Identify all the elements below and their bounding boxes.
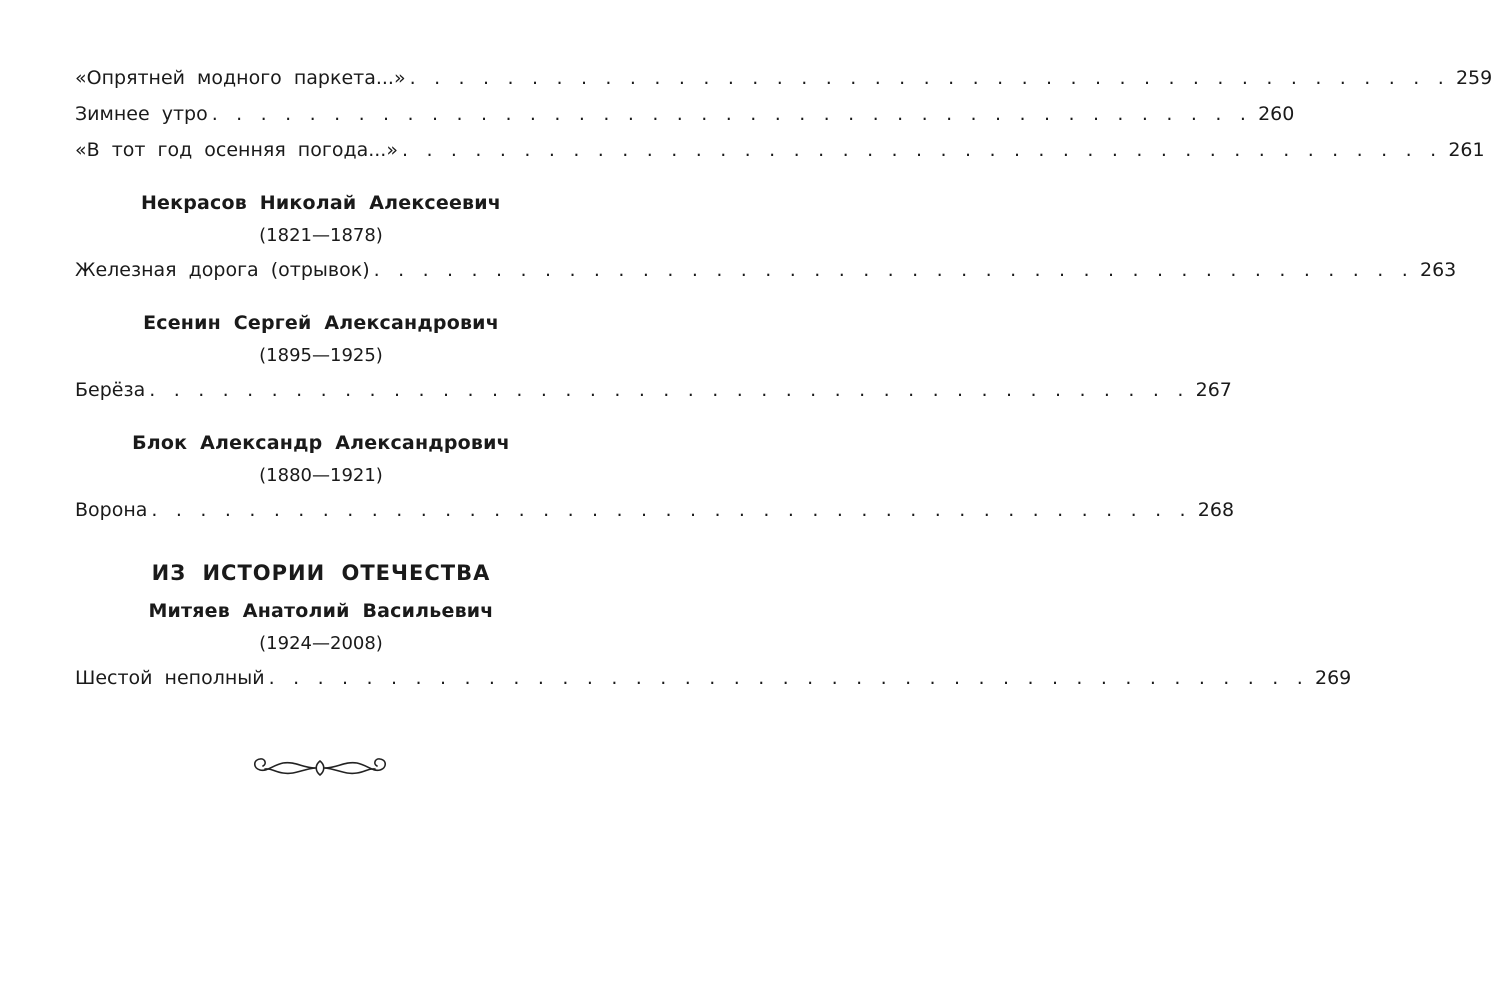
toc-entry-title: «В тот год осенняя погода...» bbox=[75, 139, 398, 161]
dot-leader: . . . . . . . . . . . . . . . . . . . . . . . . . . . . . . . . . . . . . . . . . . . bbox=[373, 259, 1414, 281]
toc-entry-title: «Опрятней модного паркета...» bbox=[75, 67, 406, 89]
toc-entry[interactable] bbox=[75, 372, 1232, 408]
toc-entry-page: 267 bbox=[1195, 379, 1232, 401]
dot-leader: . . . . . . . . . . . . . . . . . . . . . . . . . . . . . . . . . . . . . . . . . . . bbox=[211, 103, 1253, 125]
toc-entry[interactable] bbox=[75, 132, 1485, 168]
author-heading bbox=[75, 426, 567, 492]
dot-leader: . . . . . . . . . . . . . . . . . . . . . . . . . . . . . . . . . . . . . . . . . . . bbox=[401, 139, 1443, 161]
author-name: Есенин Сергей Александрович bbox=[143, 312, 499, 334]
author-years: (1895—1925) bbox=[259, 345, 383, 366]
author-name: Некрасов Николай Алексеевич bbox=[140, 192, 502, 214]
author-name: Блок Александр Александрович bbox=[132, 432, 510, 454]
dot-leader: . . . . . . . . . . . . . . . . . . . . . . . . . . . . . . . . . . . . . . . . . . . bbox=[268, 667, 1309, 689]
dot-leader: . . . . . . . . . . . . . . . . . . . . . . . . . . . . . . . . . . . . . . . . . . . bbox=[149, 379, 1190, 401]
table-of-contents bbox=[75, 60, 1492, 696]
author-name: Митяев Анатолий Васильевич bbox=[148, 600, 494, 622]
author-heading bbox=[75, 306, 567, 372]
flourish-ornament-icon bbox=[245, 748, 395, 788]
toc-entry-title: Ворона bbox=[75, 499, 148, 521]
toc-entry-page: 268 bbox=[1197, 499, 1235, 521]
toc-entry-title: Берёза bbox=[75, 379, 146, 401]
toc-entry-title: Железная дорога (отрывок) bbox=[75, 259, 370, 281]
toc-entry-page: 259 bbox=[1455, 67, 1492, 89]
toc-entry[interactable] bbox=[75, 252, 1457, 288]
dot-leader: . . . . . . . . . . . . . . . . . . . . . . . . . . . . . . . . . . . . . . . . . . . bbox=[151, 499, 1192, 521]
toc-entry[interactable] bbox=[75, 96, 1295, 132]
toc-entry-page: 263 bbox=[1420, 259, 1457, 281]
author-years: (1821—1878) bbox=[259, 225, 383, 246]
author-years: (1880—1921) bbox=[259, 465, 383, 486]
toc-entry[interactable] bbox=[75, 492, 1235, 528]
toc-entry[interactable] bbox=[75, 660, 1352, 696]
toc-entry-page: 261 bbox=[1448, 139, 1485, 161]
toc-entry-page: 260 bbox=[1258, 103, 1295, 125]
author-heading bbox=[75, 186, 567, 252]
author-heading bbox=[75, 594, 567, 660]
toc-entry-page: 269 bbox=[1314, 667, 1352, 689]
dot-leader: . . . . . . . . . . . . . . . . . . . . . . . . . . . . . . . . . . . . . . . . . . . bbox=[409, 67, 1450, 89]
section-title: ИЗ ИСТОРИИ ОТЕЧЕСТВА bbox=[151, 561, 491, 585]
toc-entry[interactable] bbox=[75, 60, 1492, 96]
toc-entry-title: Зимнее утро bbox=[75, 103, 208, 125]
author-years: (1924—2008) bbox=[259, 633, 383, 654]
toc-entry-title: Шестой неполный bbox=[75, 667, 265, 689]
